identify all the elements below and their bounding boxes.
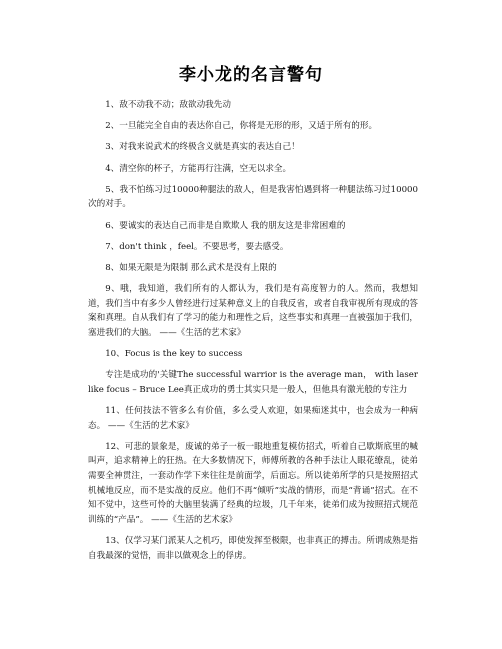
quote-paragraph: 2、一旦能完全自由的表达你自己，你将是无形的形，又适于所有的形。: [105, 121, 378, 132]
quote-paragraph: 7、don't think ，feel。不要思考，要去感受。: [105, 241, 289, 252]
quote-paragraph: 6、要诚实的表达自己而非是自欺欺人 我的朋友这是非常困难的: [105, 220, 346, 231]
quote-paragraph: 5、我不怕练习过10000种腿法的敌人，但是我害怕遇到将一种腿法练习过10000次的对手。: [88, 184, 418, 210]
quote-paragraph: 12、可悲的景象是，废诚的弟子一板一眼地重复模仿招式，听着自己歇斯底里的喊叫声，追求精神上的狂热。在大多数情况下，师傅所教的各种手法让人眼花缭乱，徒弟需要全神贯注，一套动作学下来往往是前面学，后面忘。所以徒弟所学的只是按照招式机械地反应，而不是实战的反应。他们不再“倾听”实战的情形，而是“背诵”招式。在不知不觉中，这些可怜的大脑里装满了经典的垃圾，几千年来，徒弟们成为按照招式规范训练的“产品”。 ——《生活的艺术家》: [88, 441, 418, 525]
document-title: 李小龙的名言警句: [179, 65, 323, 85]
quote-paragraph: 11、任何技法不管多么有价值，多么受人欢迎，如果痴迷其中，也会成为一种病态。 ——《生活的艺术家》: [88, 406, 418, 431]
quote-paragraph: 13、仅学习某门派某人之机巧，即使发挥至极限，也非真正的搏击。所谓成熟是指自我最深的觉悟，而非以做观念上的俘虏。: [88, 535, 418, 561]
quote-paragraph: 专注是成功的'关键The successful warrior is the average man， with laserlike focus – Bruce Lee真正成功的勇士其实只是一般人，但他具有激光般的专注力: [88, 370, 418, 395]
quote-paragraph: 10、Focus is the key to success: [105, 349, 243, 360]
quote-paragraph: 9、哦，我知道，我们所有的人都认为，我们是有高度智力的人。然而，我想知道，我们当中有多少人曾经进行过某种意义上的自我反省，或者自我审视所有现成的答案和真理。自从我们有了学习的能力和理性之后，这些事实和真理一直被强加于我们，塞进我们的大脑。 ——《生活的艺术家》: [88, 284, 418, 338]
quote-paragraph: 3、对我来说武术的终极含义就是真实的表达自己！: [105, 142, 300, 153]
document-body: [88, 98, 418, 570]
quote-paragraph: 1、敌不动我不动；敌欲动我先动: [105, 100, 231, 110]
quote-paragraph: 4、清空你的杯子，方能再行注满，空无以求全。: [105, 163, 292, 174]
quote-paragraph: 8、如果无限是为限制 那么武术是没有上限的: [105, 262, 277, 273]
